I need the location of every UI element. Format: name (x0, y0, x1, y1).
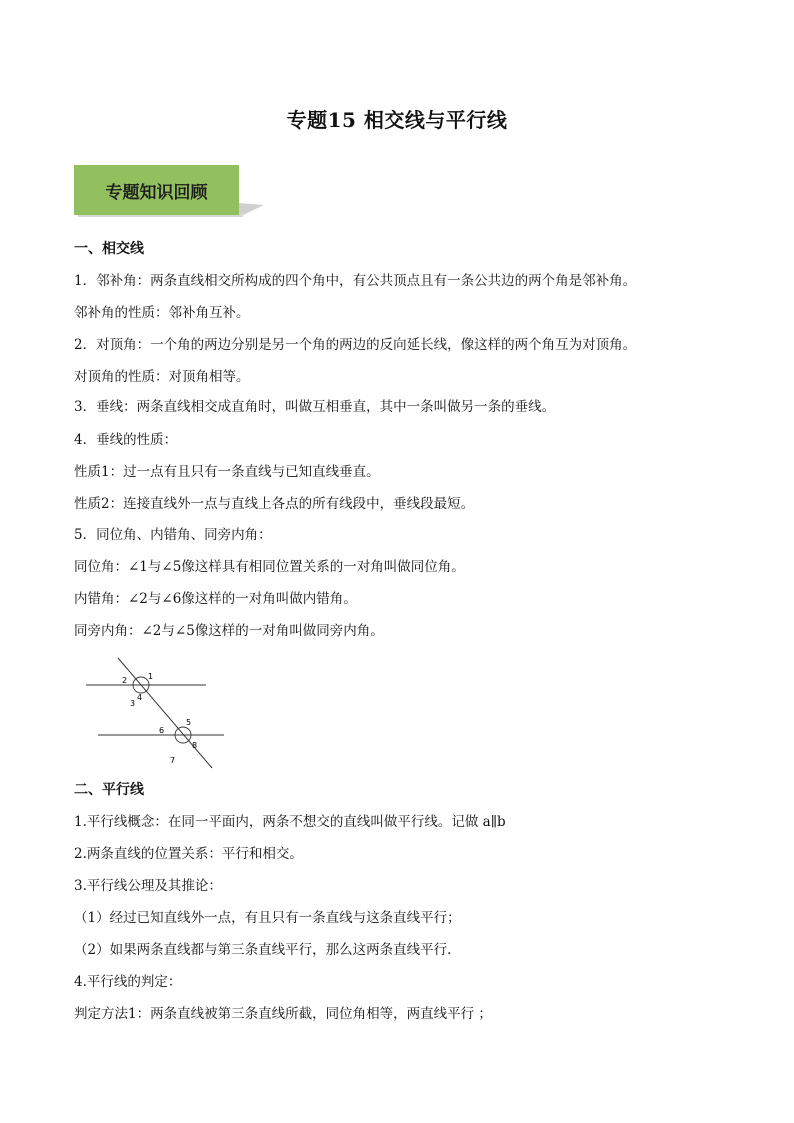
text-line: 2．对顶角：一个角的两边分别是另一个角的两边的反向延长线，像这样的两个角互为对顶角。 (74, 337, 637, 353)
text-line: 性质1：过一点有且只有一条直线与已知直线垂直。 (74, 464, 380, 480)
angle-label-8: 8 (192, 741, 198, 750)
text-line: 1.平行线概念：在同一平面内，两条不想交的直线叫做平行线。记做 a∥b (74, 814, 506, 830)
angle-label-2: 2 (122, 676, 128, 685)
text-line: 3．垂线：两条直线相交成直角时，叫做互相垂直，其中一条叫做另一条的垂线。 (74, 399, 556, 415)
text-line: 2.两条直线的位置关系：平行和相交。 (74, 846, 303, 862)
angle-label-7: 7 (170, 756, 176, 765)
text-line: （2）如果两条直线都与第三条直线平行，那么这两条直线平行. (74, 942, 452, 958)
heading-parallel-lines: 二、平行线 (74, 782, 144, 798)
page-title: 专题15 相交线与平行线 (286, 108, 508, 132)
text-line: （1）经过已知直线外一点，有且只有一条直线与这条直线平行； (74, 910, 461, 926)
text-line: 3.平行线公理及其推论： (74, 878, 222, 894)
text-line: 判定方法1：两条直线被第三条直线所截，同位角相等，两直线平行 ； (74, 1006, 492, 1022)
text-line: 邻补角的性质：邻补角互补。 (74, 305, 250, 321)
text-line: 1．邻补角：两条直线相交所构成的四个角中，有公共顶点且有一条公共边的两个角是邻补角。 (74, 273, 637, 289)
angle-label-1: 1 (148, 672, 154, 681)
heading-intersecting-lines: 一、相交线 (74, 241, 144, 257)
text-line: 同位角：∠1与∠5像这样具有相同位置关系的一对角叫做同位角。 (74, 559, 465, 575)
text-line: 5．同位角、内错角、同旁内角： (74, 527, 272, 543)
angle-label-6: 6 (159, 726, 165, 735)
text-line: 4.平行线的判定： (74, 974, 182, 990)
angle-label-4: 4 (137, 693, 143, 702)
text-line: 对顶角的性质：对顶角相等。 (74, 369, 250, 385)
banner-label: 专题知识回顾 (74, 165, 239, 215)
text-line: 内错角：∠2与∠6像这样的一对角叫做内错角。 (74, 591, 357, 607)
text-line: 同旁内角：∠2与∠5像这样的一对角叫做同旁内角。 (74, 623, 384, 639)
section-banner (74, 165, 264, 217)
angle-figure (84, 656, 234, 771)
text-line: 4．垂线的性质： (74, 432, 178, 448)
angle-label-5: 5 (186, 718, 192, 727)
angle-label-3: 3 (130, 699, 136, 708)
transversal-line (118, 658, 212, 768)
text-line: 性质2：连接直线外一点与直线上各点的所有线段中，垂线段最短。 (74, 496, 475, 512)
